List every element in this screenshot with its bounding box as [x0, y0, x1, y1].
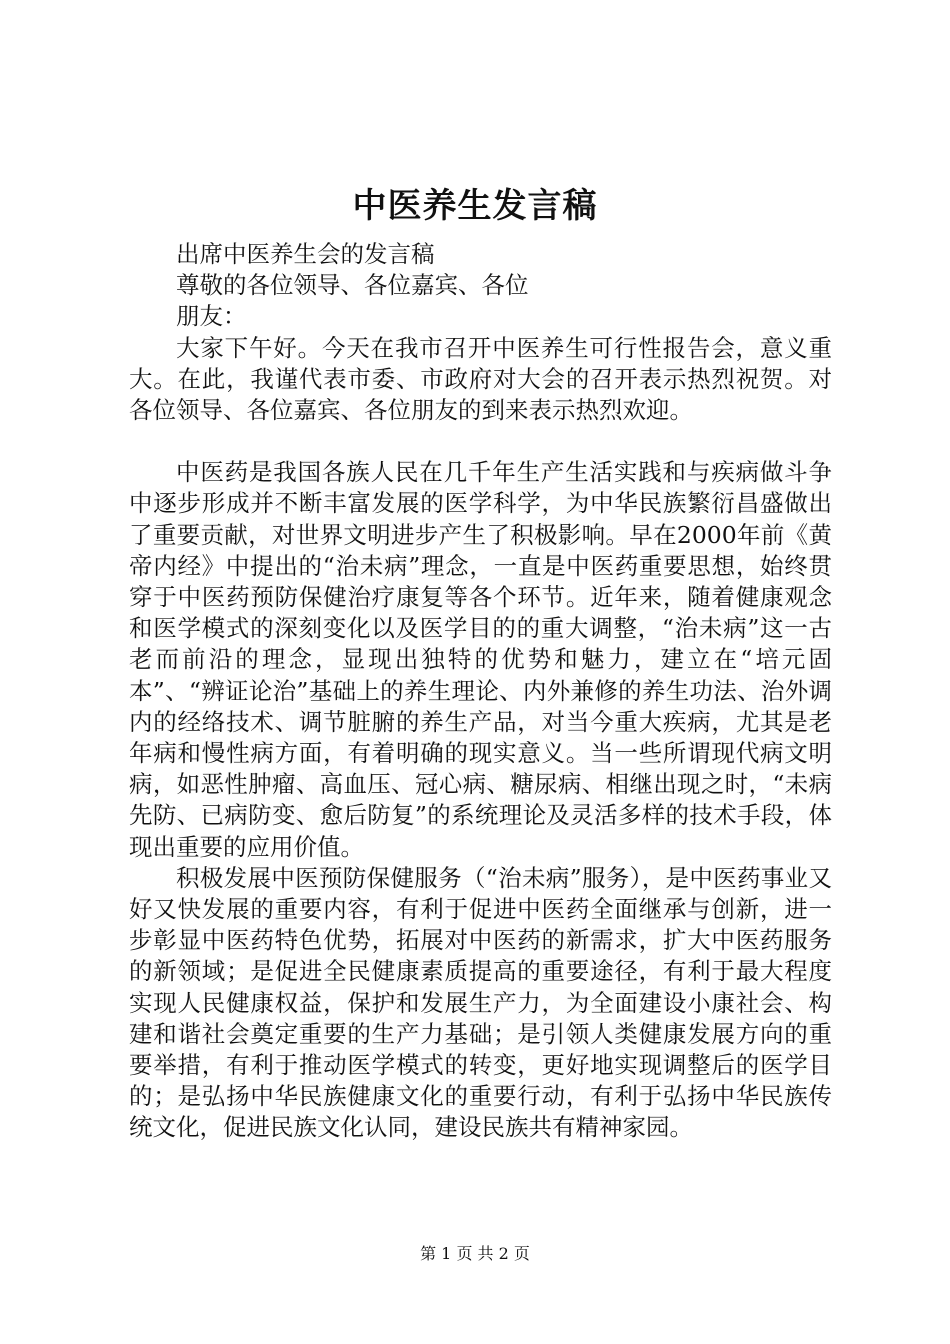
document-body: [129, 239, 832, 1144]
salutation-line-2: 朋友：: [176, 302, 247, 331]
paragraph-greeting: 大家下午好。今天在我市召开中医养生可行性报告会，意义重大。在此，我谨代表市委、市政府对大会的召开表示热烈祝贺。对各位领导、各位嘉宾、各位朋友的到来表示热烈欢迎。: [129, 333, 832, 425]
document-title: 中医养生发言稿: [352, 186, 598, 226]
paragraph-tcm-development: 积极发展中医预防保健服务（“治未病”服务），是中医药事业又好又快发展的重要内容，有利于促进中医药全面继承与创新，进一步彰显中医药特色优势，拓展对中医药的新需求，扩大中医药服务的新领域；是促进全民健康素质提高的重要途径，有利于最大程度实现人民健康权益，保护和发展生产力，为全面建设小康社会、构建和谐社会奠定重要的生产力基础；是引领人类健康发展方向的重要举措，有利于推动医学模式的转变，更好地实现调整后的医学目的；是弘扬中华民族健康文化的重要行动，有利于弘扬中华民族传统文化，促进民族文化认同，建设民族共有精神家园。: [129, 863, 832, 1142]
salutation-line-1: 尊敬的各位领导、各位嘉宾、各位: [176, 271, 529, 300]
paragraph-tcm-history: 中医药是我国各族人民在几千年生产生活实践和与疾病做斗争中逐步形成并不断丰富发展的医学科学，为中华民族繁衍昌盛做出了重要贡献，对世界文明进步产生了积极影响。早在2000年前《黄帝内经》中提出的“治未病”理念，一直是中医药重要思想，始终贯穿于中医药预防保健治疗康复等各个环节。近年来，随着健康观念和医学模式的深刻变化以及医学目的的重大调整，“治未病”这一古老而前沿的理念，显现出独特的优势和魅力，建立在“培元固本”、“辨证论治”基础上的养生理论、内外兼修的养生功法、治外调内的经络技术、调节脏腑的养生产品，对当今重大疾病，尤其是老年病和慢性病方面，有着明确的现实意义。当一些所谓现代病文明病，如恶性肿瘤、高血压、冠心病、糖尿病、相继出现之时，“未病先防、已病防变、愈后防复”的系统理论及灵活多样的技术手段，体现出重要的应用价值。: [129, 458, 832, 861]
page-number: 第 1 页 共 2 页: [420, 1244, 530, 1263]
document-subtitle: 出席中医养生会的发言稿: [176, 240, 435, 268]
paragraph-spacer: [129, 426, 832, 457]
